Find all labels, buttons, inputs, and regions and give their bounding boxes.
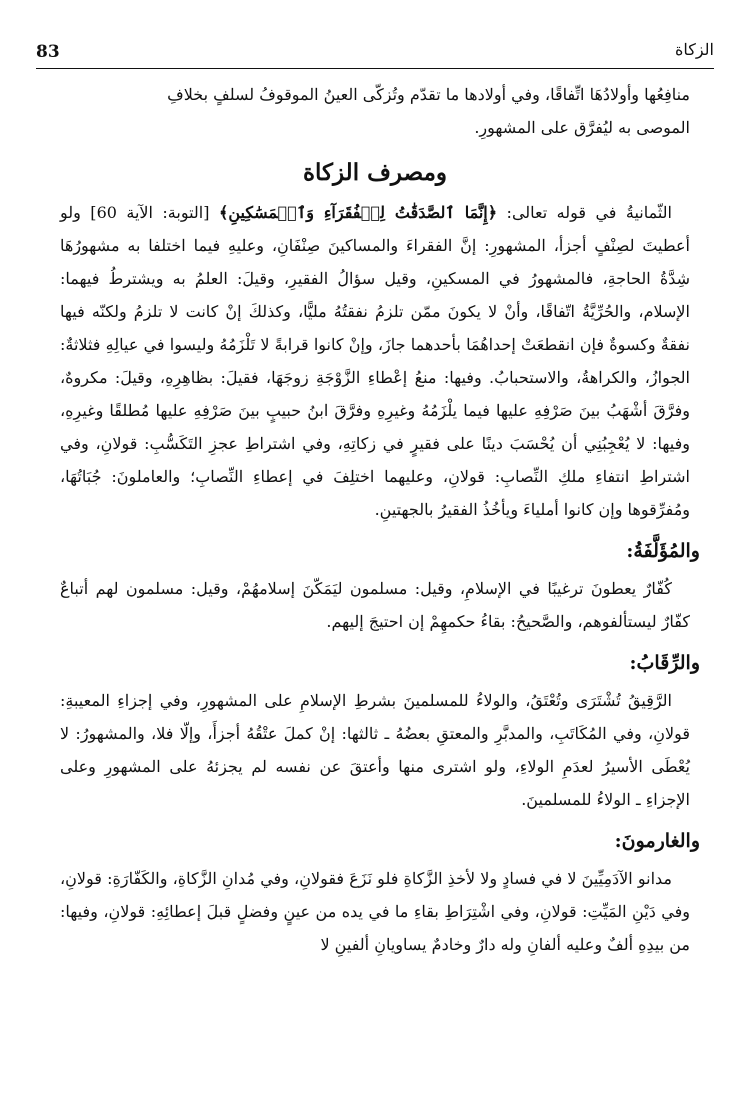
section-title: ومصرف الزكاة bbox=[302, 159, 447, 186]
paragraph-intro: الثّمانيةُ في قوله تعالى: bbox=[497, 203, 673, 222]
running-title: الزكاة bbox=[674, 40, 714, 59]
paragraph-eight-categories bbox=[60, 196, 690, 526]
quran-quote: ﴿إِنَّمَا ٱلصَّدَقَٰتُ لِلۡفُقَرَآءِ وَٱلۡمَسَٰكِينِ﴾ bbox=[218, 203, 498, 222]
paragraph-muallafa: كُفّارٌ يعطونَ ترغيبًا في الإسلامِ، وقيل: مسلمون ليَمَكّنَ إسلامهُمْ، وقيل: مسلمون لهم أتباعٌ كفّارٌ ليستألفوهم، والصَّحيحُ: بقاءُ حكمهِمْ إن احتيجَ إليهم. bbox=[60, 579, 690, 631]
paragraph-riqab: الرَّقِيقُ تُشْتَرَى وتُعْتَقُ، والولاءُ للمسلمينَ بشرطِ الإسلامِ على المشهورِ، وفي إجزاءِ المعيبةِ: قولانِ، وفي المُكَاتَبِ، والمدبَّرِ والمعتقِ بعضُهُ ـ ثالثها: إنْ كملَ عتْقُهُ أجزأَ، وإلّا فلا، والمشهورُ: لا يُعْطَى الأسيرُ لعدَمِ الولاءِ، ولو اشترى منها وأعتقَ عن نفسه لم يجزئهُ على المشهورِ وعلى الإجزاءِ ـ الولاءُ للمسلمينَ. bbox=[60, 691, 690, 809]
page-header bbox=[36, 34, 714, 69]
subheading-riqab: والرِّقَابُ: bbox=[629, 652, 700, 674]
paragraph-continuation-line-1: منافِعُها وأولادُهَا اتِّفاقًا، وفي أولادها ما تقدّم وتُزكّى العينُ الموقوفُ لسلفٍ بخلافِ bbox=[167, 85, 690, 104]
paragraph-continuation-line-2: الموصى به ليُفرَّق على المشهورِ. bbox=[474, 118, 690, 137]
subheading-gharimun: والغارمونَ: bbox=[614, 830, 700, 852]
paragraph-body: [التوبة: الآية 60] ولو أعطيتَ لصِنْفٍ أجزأ، المشهورِ: إنَّ الفقراءَ والمساكينَ صِنْفَانِ، وعليهِ فيما اختلفا به مشهورُهَا شِدَّةُ الحاجةِ، فالمشهورُ في المسكينِ، وقيل سؤالُ الفقيرِ، وقيلَ: العلمُ به ويشترطُ فيهما: الإسلام، والحُرِّيَّةُ اتّفاقًا، وأنْ لا يكونَ ممّن تلزمُ نفقتُهُ مليًّا، وكذلكَ إنْ كانت لا تلزمُ ولكنّه فيها نفقةٌ وكسوةٌ فإن انقطعَتْ إحداهُمَا بأحدهما جازَ، وإنْ كانوا قرابةً لا تَلْزَمُهُ وليسوا في عيالِهِ فثلاثةٌ: الجوازُ، والكراهةُ، والاستحبابُ. وفيها: منعُ إعْطاءِ الزَّوْجَةِ زوجَهَا، فقيلَ: بظاهِرِهِ، وقيلَ: مكروهٌ، وفرَّقَ أشْهَبُ بينَ صَرْفِهِ عليها فيما يلْزَمُهُ وغيرِهِ وفرَّقَ ابنُ حبيبٍ بينَ صَرْفِهِ عليها مُطلقًا وغيرِهِ، وفيها: لا يُعْجِبُنِي أن يُحْسَبَ دينًا على فقيرٍ في زكاتِهِ، وفي اشتراطِ عجزِ التَكَسُّبِ: قولانِ، وفي اشتراطِ انتفاءِ ملكِ النِّصابِ: قولانِ، وعليهما اختلِفَ في إعطاءِ النِّصابِ؛ والعاملونَ: جُبَاتُهَا، ومُفرِّقوها وإن كانوا أملياءَ ويأخُذُ الفقيرُ بالجهتينِ. bbox=[60, 203, 691, 519]
subheading-muallafa: والمُؤَلَّفَةُ: bbox=[626, 540, 700, 562]
page-number: 83 bbox=[36, 42, 60, 62]
paragraph-gharimun: مدانو الآدَمِيِّينَ لا في فسادٍ ولا لأخذِ الزَّكاةِ فلو نَزَعَ فقولانِ، وفي مُدانِ الزَّكاةِ، والكَفّارَةِ: قولانِ، وفي دَيْنِ المَيِّتِ: قولانِ، وفي اشْتِرَاطِ بقاءِ ما في يده من عينٍ وفضلٍ قبلَ إعطائِهِ: قولانِ، وفيها: من بيدِهِ ألفٌ وعليه ألفانِ وله دارٌ وخادمٌ يساويانِ ألفينِ لا bbox=[60, 869, 690, 954]
main-text bbox=[60, 78, 700, 961]
